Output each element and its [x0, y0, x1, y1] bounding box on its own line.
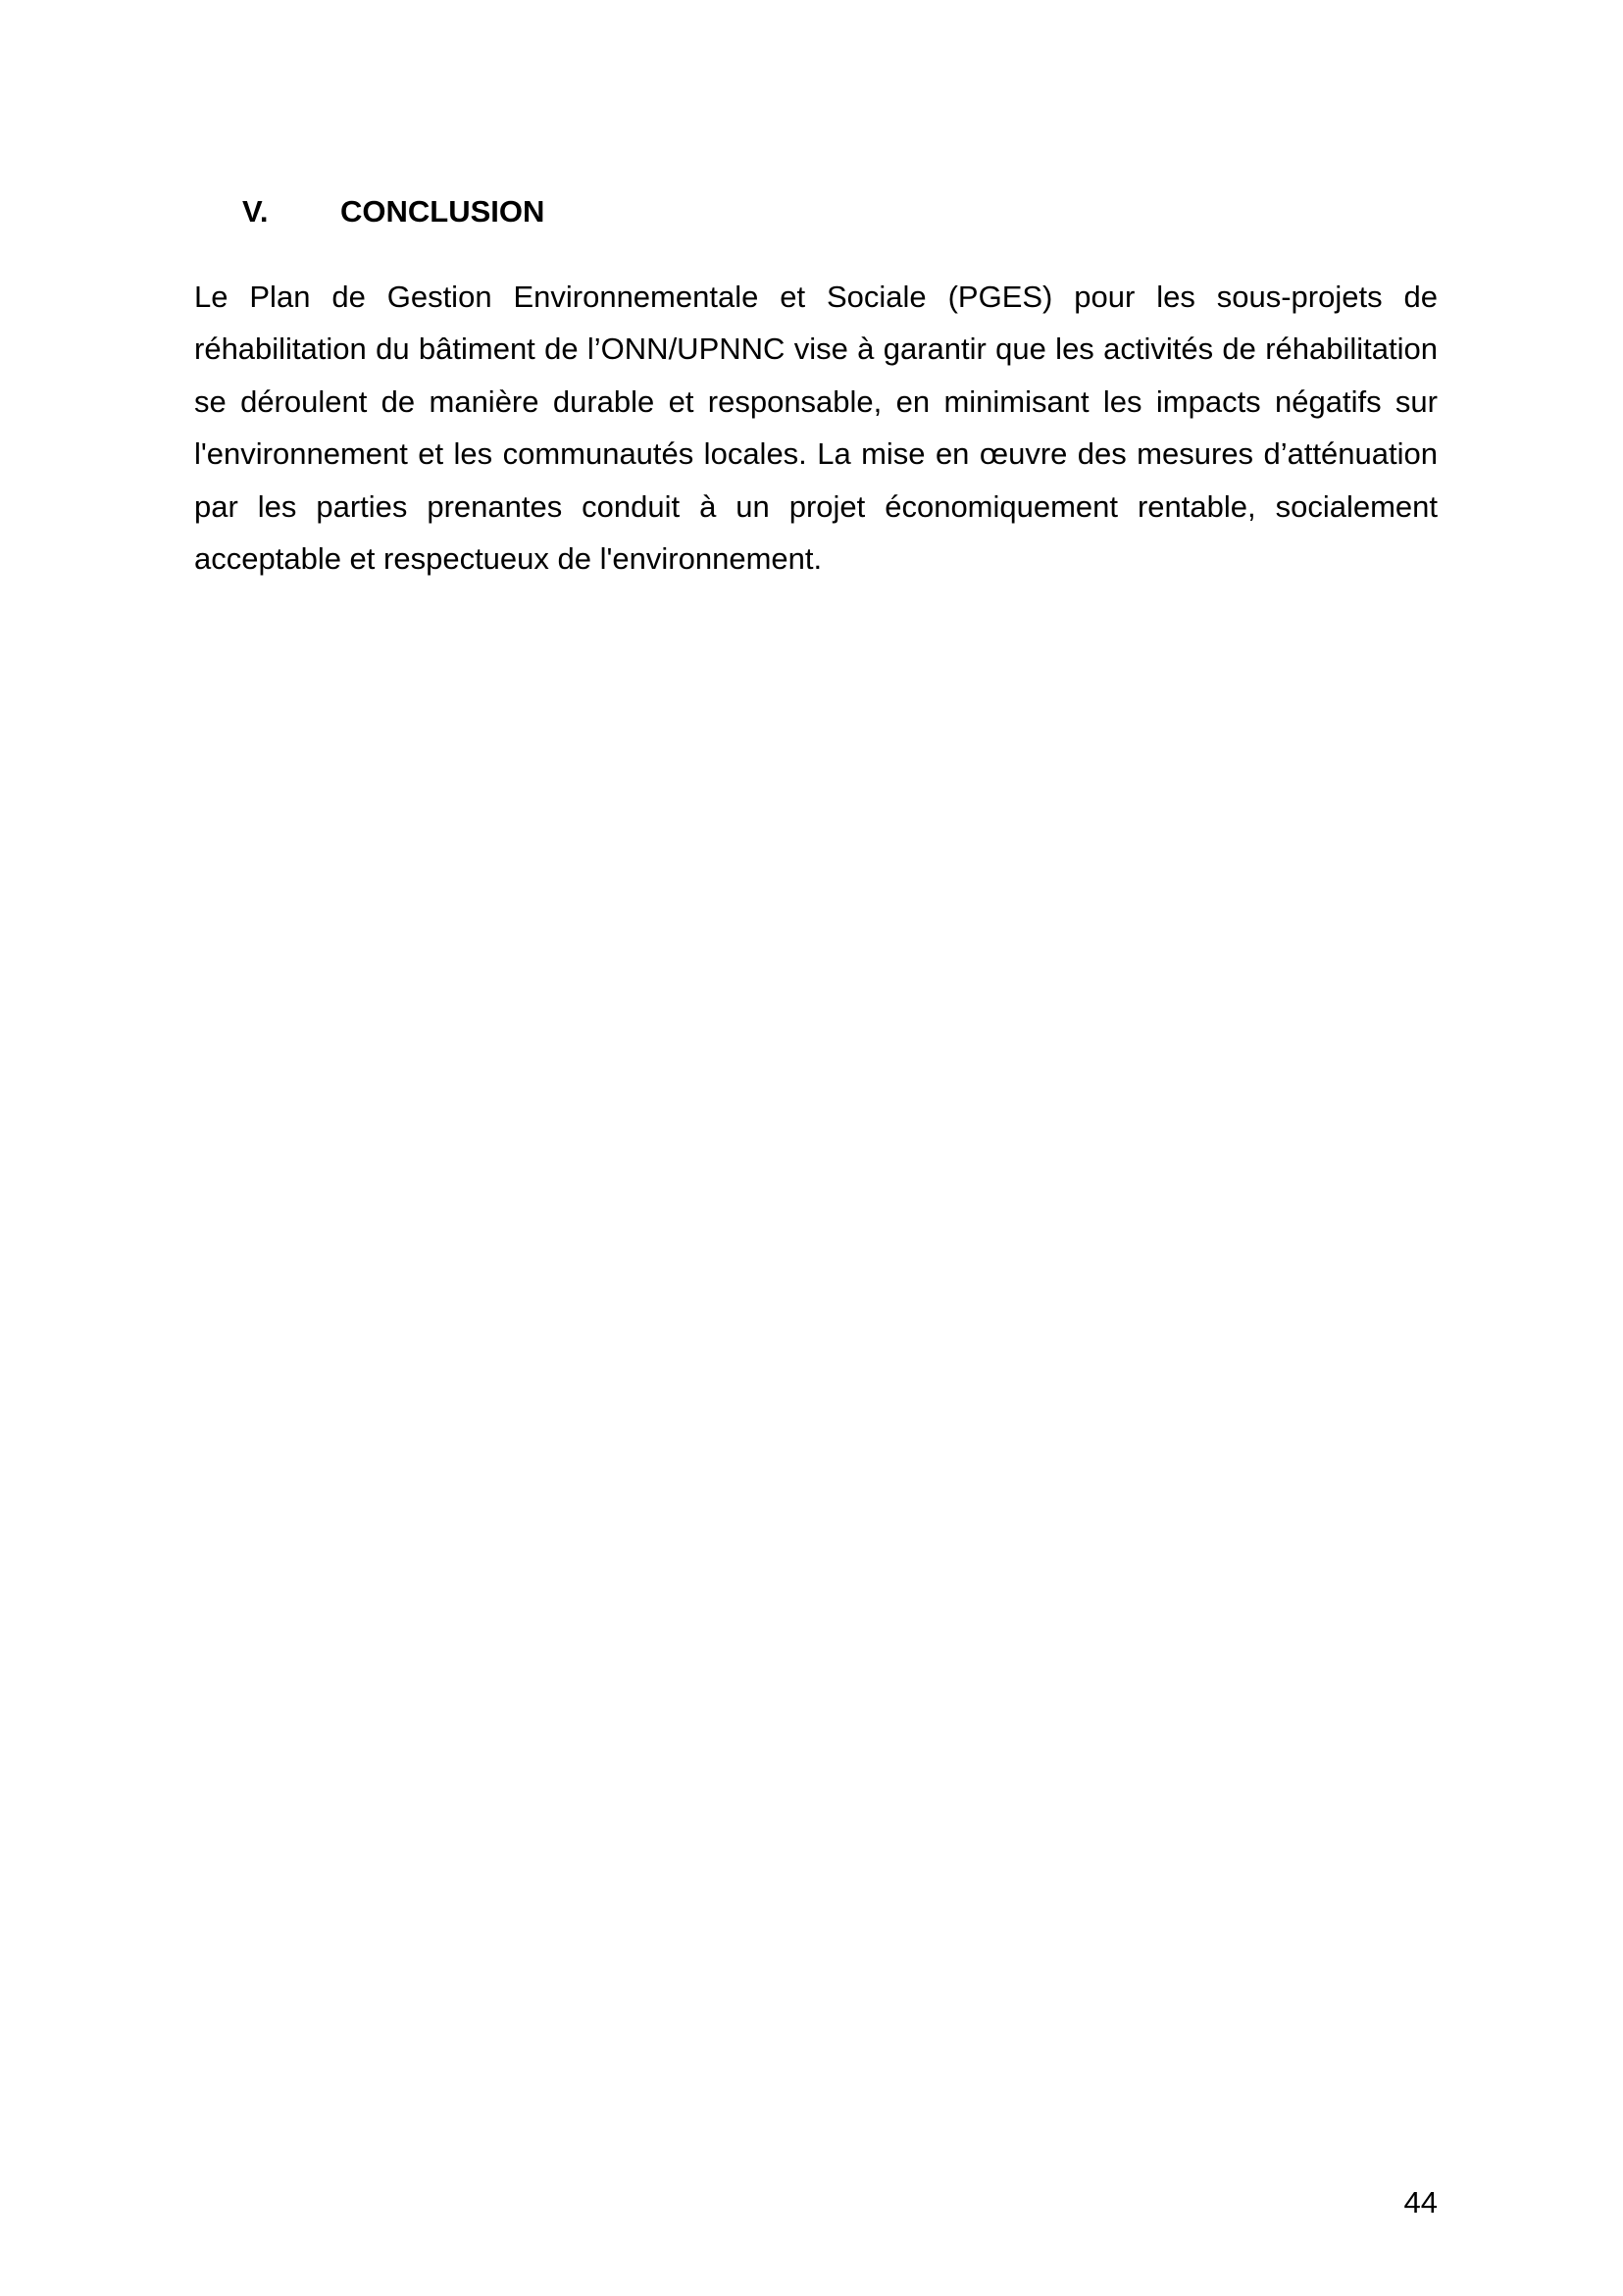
- section-number: V.: [242, 194, 269, 229]
- conclusion-paragraph: Le Plan de Gestion Environnementale et Sociale (PGES) pour les sous-projets de réhabilitation du bâtiment de l’ONN/UPNNC vise à garantir que les activités de réhabilitation se déroulent de manière durable et responsable, en minimisant les impacts négatifs sur l'environnement et les communautés locales. La mise en œuvre des mesures d’atténuation par les parties prenantes conduit à un projet économiquement rentable, socialement acceptable et respectueux de l'environnement.: [194, 280, 1438, 577]
- section-title: CONCLUSION: [340, 194, 545, 229]
- section-heading: [242, 192, 544, 231]
- page-number: 44: [1403, 2185, 1438, 2219]
